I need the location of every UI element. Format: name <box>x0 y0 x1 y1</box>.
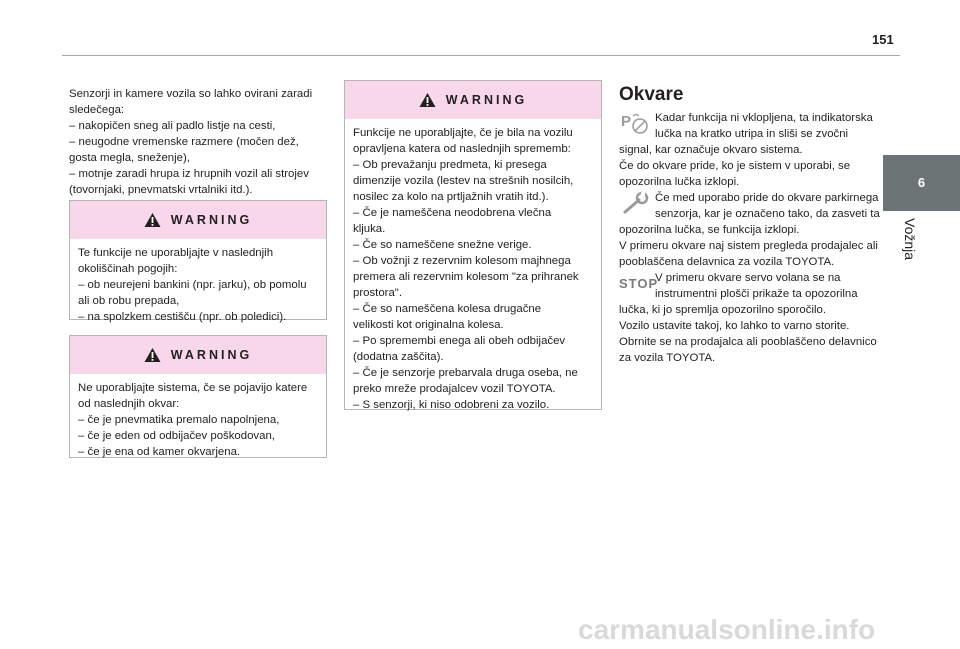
top-rule <box>62 55 900 56</box>
warning-triangle-icon <box>144 212 161 228</box>
warning-title: WARNING <box>170 213 253 227</box>
stop-icon-label: STOP <box>619 276 659 291</box>
warning-body: Funkcije ne uporabljajte, če je bila na vozilu opravljena katera od naslednjih sprememb: – Ob prevažanju predmeta, ki presega dimenzije vozila (lestev na strešnih nosilcih, nosilec za kolo na prtljažnih vratih itd.). – Če je nameščena neodobrena vlečna kljuka. – Če so nameščene snežne verige. – Ob vožnji z rezervnim kolesom majhnega premera ali rezervnim kolesom "za prihranek prostora". – Če so nameščena kolesa drugačne velikosti kot originalna kolesa. – Po spremembi enega ali obeh odbijačev (dodatna zaščita). – Če je senzorje prebarvala druga oseba, ne preko mreže prodajalcev vozil TOYOTA. – S senzorji, ki niso odobreni za vozilo. <box>353 127 579 411</box>
section-title: Okvare <box>619 84 684 105</box>
column-1 <box>69 86 331 198</box>
warning-header <box>70 336 326 374</box>
chapter-tab[interactable]: 6 <box>883 155 960 211</box>
page-number: 151 <box>872 32 894 47</box>
failure-text-3: V primeru okvare servo volana se na instrumentni plošči prikaže ta opozorilna lučka, ki jo spremlja opozorilno sporočilo. Vozilo ustavite takoj, ko lahko to varno storite. Obrnite se na prodajalca ali pooblaščeno delavnico za vozila TOYOTA. <box>619 272 877 364</box>
column-3 <box>619 110 881 366</box>
wrench-icon <box>619 190 651 218</box>
failure-paragraph-2 <box>619 190 881 270</box>
chapter-title: Vožnja <box>902 218 918 261</box>
failure-text-2: Če med uporabo pride do okvare parkirnega senzorja, kar je označeno tako, da zasveti ta opozorilna lučka, se funkcija izklopi. V primeru okvare naj sistem pregleda prodajalec ali pooblaščena delavnica za vozila TOYOTA. <box>619 192 880 268</box>
warning-header <box>70 201 326 239</box>
warning-box-1 <box>69 200 327 323</box>
failure-paragraph-3 <box>619 270 881 366</box>
parking-sensor-icon <box>619 110 651 138</box>
warning-body: Ne uporabljajte sistema, če se pojavijo katere od naslednjih okvar: – če je pnevmatika premalo napolnjena, – če je eden od odbijačev poškodovan, – če je ena od kamer okvarjena. <box>78 382 308 458</box>
warning-header <box>345 81 601 119</box>
stop-icon <box>619 270 659 298</box>
warning-box-2 <box>69 335 327 458</box>
watermark: carmanualsonline.info <box>578 614 876 645</box>
warning-body: Te funkcije ne uporabljajte v naslednjih okoliščinah pogojih: – ob neurejeni bankini (npr. jarku), ob pomolu ali ob robu prepada, – na spolzkem cestišču (npr. ob poledici). <box>78 247 307 323</box>
warning-triangle-icon <box>144 347 161 363</box>
failure-text-1: Kadar funkcija ni vklopljena, ta indikatorska lučka na kratko utripa in sliši se zvočni signal, kar označuje okvaro sistema. Če do okvare pride, ko je sistem v uporabi, se opozorilna lučka izklopi. <box>619 112 873 188</box>
svg-text:P: P <box>621 113 632 130</box>
failure-paragraph-1 <box>619 110 881 190</box>
warning-box-3 <box>344 80 602 410</box>
intro-paragraph: Senzorji in kamere vozila so lahko ovirani zaradi sledečega: – nakopičen sneg ali padlo listje na cesti, – neugodne vremenske razmere (močen dež, gosta megla, sneženje), – motnje zaradi hrupa iz hrupnih vozil ali strojev (tovornjaki, pnevmatski vrtalniki itd.). <box>69 88 313 196</box>
warning-triangle-icon <box>419 92 436 108</box>
warning-title: WARNING <box>445 93 528 107</box>
warning-title: WARNING <box>170 348 253 362</box>
